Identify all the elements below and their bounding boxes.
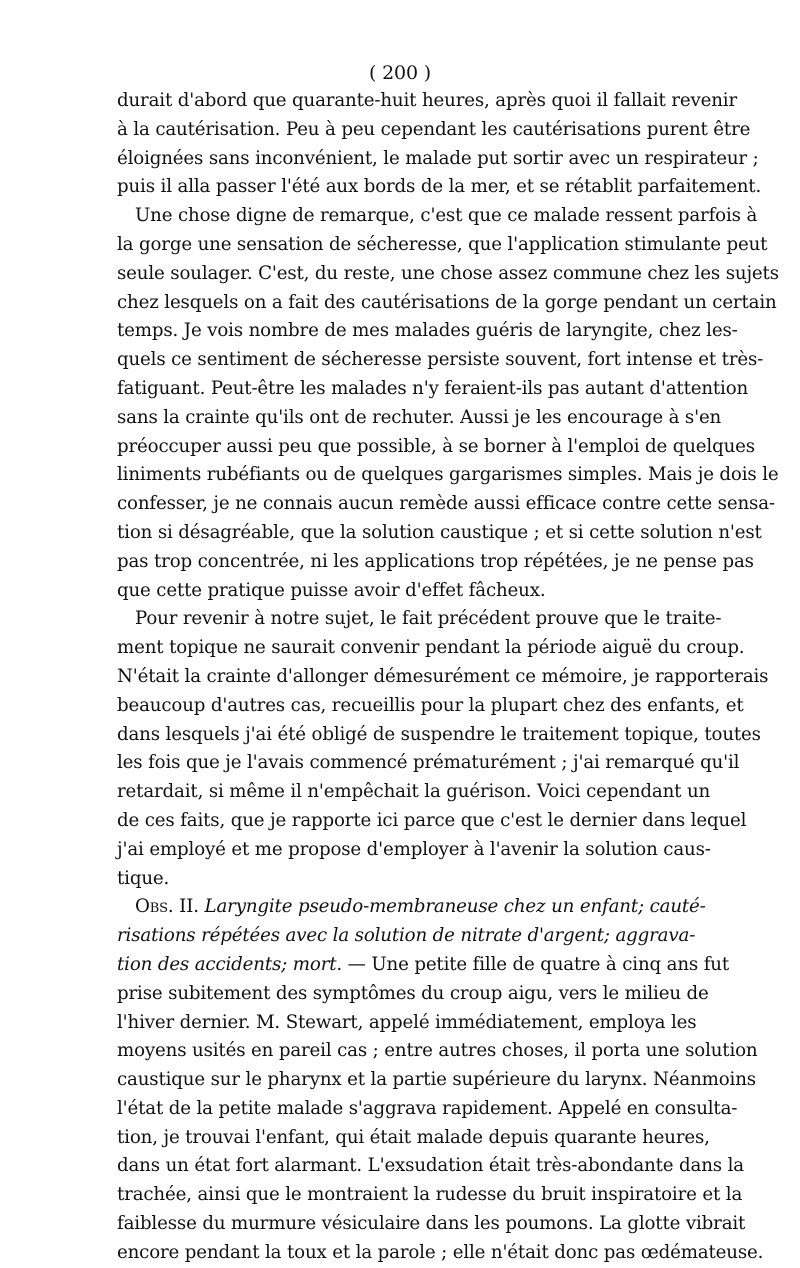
observation-title: Laryngite pseudo-membraneuse chez un enfant; cauté- <box>204 896 706 918</box>
observation-title: risations répétées avec la solution de nitrate d'argent; aggrava- <box>117 925 696 947</box>
text-line: durait d'abord que quarante-huit heures, après quoi il fallait revenir <box>117 90 737 111</box>
body-text <box>117 87 779 1268</box>
body-start: Une petite fille de quatre à cinq ans fut <box>371 953 730 975</box>
text-line: l'hiver dernier. M. Stewart, appelé immédiatement, employa les <box>117 1011 697 1033</box>
text-line: fatiguant. Peut-être les malades n'y feraient-ils pas autant d'attention <box>117 377 749 399</box>
text-line: liniments rubéfiants ou de quelques gargarismes simples. Mais je dois le <box>117 464 779 486</box>
text-line: Pour revenir à notre sujet, le fait précédent prouve que le traite- <box>135 608 722 630</box>
text-line: chez lesquels on a fait des cautérisations de la gorge pendant un certain <box>117 291 777 313</box>
text-line: de ces faits, que je rapporte ici parce que c'est le dernier dans lequel <box>117 809 747 831</box>
text-line: les fois que je l'avais commencé prématurément ; j'ai remarqué qu'il <box>117 752 740 774</box>
text-line: retardait, si même il n'empêchait la guérison. Voici cependant un <box>117 781 711 803</box>
observation-title: tion des accidents; mort. <box>117 953 343 975</box>
text-line: j'ai employé et me propose d'employer à l'avenir la solution caus- <box>117 838 711 860</box>
text-line: caustique sur le pharynx et la partie supérieure du larynx. Néanmoins <box>117 1069 756 1091</box>
text-line: dans lesquels j'ai été obligé de suspendre le traitement topique, toutes <box>117 723 761 745</box>
text-line: puis il alla passer l'été aux bords de la mer, et se rétablit parfaitement. <box>117 176 762 198</box>
text-line: dans un état fort alarmant. L'exsudation était très-abondante dans la <box>117 1155 744 1177</box>
observation-title-line <box>117 893 706 922</box>
text-line: confesser, je ne connais aucun remède aussi efficace contre cette sensa- <box>117 493 775 515</box>
paragraph <box>117 202 779 605</box>
text-line: seule soulager. C'est, du reste, une chose assez commune chez les sujets <box>117 262 779 284</box>
text-line: sans la crainte qu'ils ont de rechuter. Aussi je les encourage à s'en <box>117 406 722 428</box>
paragraph <box>117 605 769 893</box>
text-line: moyens usités en pareil cas ; entre autres choses, il porta une solution <box>117 1040 758 1062</box>
text-line: tique. <box>117 867 170 889</box>
text-line: à la cautérisation. Peu à peu cependant les cautérisations purent être <box>117 118 751 140</box>
text-line: N'était la crainte d'allonger démesurément ce mémoire, je rapporterais <box>117 665 769 687</box>
observation-paragraph <box>117 893 764 1267</box>
book-page <box>117 60 779 1268</box>
text-line: quels ce sentiment de sécheresse persiste souvent, fort intense et très- <box>117 349 764 371</box>
text-line: prise subitement des symptômes du croup aigu, vers le milieu de <box>117 982 709 1004</box>
text-line: faiblesse du murmure vésiculaire dans les poumons. La glotte vibrait <box>117 1213 746 1235</box>
text-line <box>117 951 730 980</box>
text-line: que cette pratique puisse avoir d'effet fâcheux. <box>117 579 546 601</box>
text-line: encore pendant la toux et la parole ; elle n'était donc pas œdémateuse. <box>117 1241 764 1263</box>
text-line: l'état de la petite malade s'aggrava rapidement. Appelé en consulta- <box>117 1097 738 1119</box>
text-line: éloignées sans inconvénient, le malade put sortir avec un respirateur ; <box>117 147 759 169</box>
text-line: beaucoup d'autres cas, recueillis pour la plupart chez des enfants, et <box>117 694 744 716</box>
text-line: trachée, ainsi que le montraient la rudesse du bruit inspiratoire et la <box>117 1184 743 1206</box>
text-line: tion, je trouvai l'enfant, qui était malade depuis quarante heures, <box>117 1126 710 1148</box>
text-line: la gorge une sensation de sécheresse, que l'application stimulante peut <box>117 233 768 255</box>
text-line: Une chose digne de remarque, c'est que ce malade ressent parfois à <box>135 205 758 227</box>
text-line: temps. Je vois nombre de mes malades guéris de laryngite, chez les- <box>117 320 738 342</box>
text-line: préoccuper aussi peu que possible, à se borner à l'emploi de quelques <box>117 435 755 457</box>
text-line: ment topique ne saurait convenir pendant la période aiguë du croup. <box>117 637 745 659</box>
page-number: ( 200 ) <box>368 62 432 84</box>
dash: — <box>342 953 372 975</box>
observation-label: Obs. II. <box>135 896 199 918</box>
paragraph <box>117 87 762 202</box>
text-line: pas trop concentrée, ni les applications trop répétées, je ne pense pas <box>117 550 754 572</box>
text-line: tion si désagréable, que la solution caustique ; et si cette solution n'est <box>117 521 762 543</box>
